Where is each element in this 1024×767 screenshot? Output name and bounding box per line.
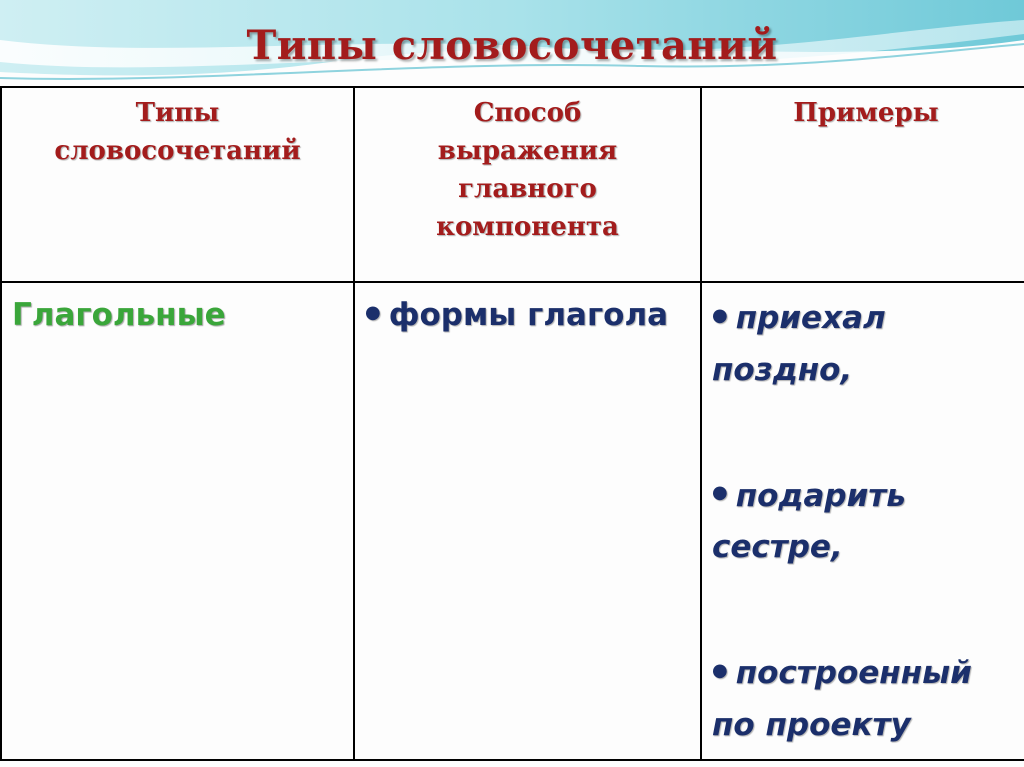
header-text: словосочетаний xyxy=(54,136,301,166)
example-line: поздно, xyxy=(712,351,853,388)
header-cell-examples xyxy=(701,87,1024,282)
example-line xyxy=(712,293,1024,345)
header-text: Способ xyxy=(473,98,582,128)
bullet-dot-icon: ● xyxy=(712,482,728,503)
word-combination-table xyxy=(0,86,1024,761)
example-text: подарить xyxy=(735,477,906,514)
example-line xyxy=(712,648,1024,700)
example-text: построенный xyxy=(735,655,972,691)
header-text: Типы xyxy=(135,98,220,128)
means-item xyxy=(355,293,700,339)
cell-means xyxy=(354,282,701,760)
header-text: выражения xyxy=(437,136,618,166)
slide-title: Типы словосочетаний xyxy=(246,22,778,69)
type-label: Глагольные xyxy=(12,297,226,333)
bullet-dot-icon: ● xyxy=(712,304,728,326)
header-text: Примеры xyxy=(793,98,939,128)
means-text: формы глагола xyxy=(388,297,669,333)
bullet-dot-icon: ● xyxy=(365,301,381,323)
example-item xyxy=(702,648,1024,750)
example-text: приехал xyxy=(735,300,886,336)
cell-type xyxy=(1,282,354,760)
example-line xyxy=(712,471,1024,523)
header-cell-means xyxy=(354,87,701,282)
table-header-row xyxy=(1,87,1024,282)
table-row xyxy=(1,282,1024,760)
example-item xyxy=(702,293,1024,395)
header-cell-types xyxy=(1,87,354,282)
header-text: компонента xyxy=(436,212,619,242)
cell-examples xyxy=(701,282,1024,760)
example-line: по проекту xyxy=(712,706,911,743)
example-item xyxy=(702,471,1024,573)
bullet-dot-icon: ● xyxy=(712,659,728,681)
header-text: главного xyxy=(458,174,597,204)
example-line: сестре, xyxy=(712,529,843,565)
